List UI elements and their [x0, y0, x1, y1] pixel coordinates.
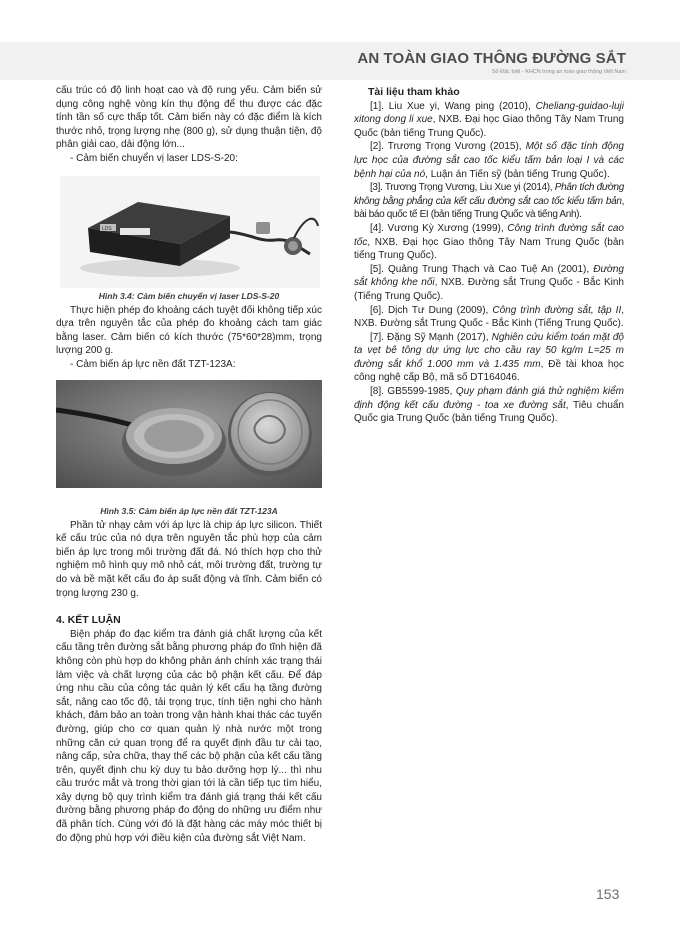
page-number: 153 — [596, 886, 620, 902]
reference-item: [2]. Trương Trọng Vương (2015), Một số đặc tính động lực học của đường sắt cao tốc kiểu tấm bản loại I và các bệnh hại của nó, Luận án Tiến sỹ (bản tiếng Trung Quốc). — [354, 141, 624, 180]
reference-item: [3]. Trương Trọng Vương, Liu Xue yi (2014), Phân tích đường không bằng phẳng của kết cấu đường sắt cao tốc kiểu tấm bản, bài báo quốc tế EI (bản tiếng Trung Quốc và tiếng Anh). — [354, 182, 624, 221]
paragraph: cấu trúc có độ linh hoạt cao và độ rung yếu. Cảm biến sử dụng công nghệ vòng kín thụ động để thu được các đặc tính tần số cực thấp tốt. Cảm biến này có đặc điểm là kích thước nhỏ, trọng lượng nhẹ (800 g), sử dụng thuận tiện, độ phân giải cao, dải động lớn... — [56, 85, 322, 151]
reference-item: [8]. GB5599-1985, Quy phạm đánh giá thử nghiệm kiểm định động kết cấu đường - toa xe đường sắt, Tiêu chuẩn Quốc gia Trung Quốc (bản tiếng Trung Quốc). — [354, 386, 624, 425]
running-header-title: AN TOÀN GIAO THÔNG ĐƯỜNG SẮT — [357, 50, 626, 67]
paragraph: Biện pháp đo đạc kiểm tra đánh giá chất lượng của kết cấu tầng trên đường sắt bằng phương pháp đo tĩnh hiện đã không còn phù hợp do không phản ánh chính xác trạng thái làm việc và chất lượng của các bộ phận kết cấu. Để đáp ứng nhu cầu của công tác quản lý kết cấu hạ tầng đường sắt, nâng cao tốc độ, tải trọng trục, tính tiện nghi cho hành khách, đảm bảo an toàn trong vận hành khai thác các tuyến đường, giúp cho cơ quan quản lý nhà nước một trong những căn cứ quan trọng để ra quyết định đầu tư cải tạo, nâng cấp, sửa chữa, thay thế các bộ phận của kết cấu tầng trên, quyết định chu kỳ duy tu bảo dưỡng hợp lý... thì nhu cầu trước mắt và trong thời gian tới là cần tiếp tục tìm hiểu, xây dựng bộ quy trình kiểm tra đánh giá trạng thái kết cấu đường bằng phương pháp đo động do những ưu điểm như đã phân tích. Cùng với đó là đặt hàng các máy móc thiết bị đo động phù hợp với điều kiện của đường sắt Việt Nam. — [56, 628, 322, 844]
section-heading: 4. KẾT LUẬN — [56, 614, 121, 627]
laser-sensor-photo — [60, 176, 320, 288]
reference-item: [5]. Quảng Trung Thạch và Cao Tuệ An (2001), Đường sắt không khe nối, NXB. Đường sắt Trung Quốc - Bắc Kinh (Tiếng Trung Quốc). — [354, 263, 624, 302]
references-heading: Tài liệu tham khảo — [368, 86, 460, 98]
paragraph: Phần tử nhạy cảm với áp lực là chip áp lực silicon. Thiết kế cấu trúc của nó dựa trên nguyên tắc phù hợp của cảm biến áp lực trong môi trường đất đá. Nó thích hợp cho thử nghiệm mô hình quy mô nhỏ cát, môi trường đất, trường tự do và bề mặt kết cấu đo áp suất động và tĩnh. Cảm biến có trọng lượng 230 g. — [56, 519, 322, 599]
running-header-subtitle: Số Đặc biệt - KHCN trong an toàn giao thông Việt Nam — [491, 69, 626, 75]
paragraph: Thực hiện phép đo khoảng cách tuyệt đối không tiếp xúc dựa trên nguyên tắc của phép đo khoảng cách tam giác bằng laser. Cảm biến có kích thước (75*60*28)mm, trọng lượng 200 g. — [56, 304, 322, 357]
left-column-3 — [56, 505, 322, 845]
pressure-sensor-photo — [56, 380, 322, 488]
references — [354, 86, 624, 426]
figure-caption: Hình 3.4: Cảm biến chuyển vị laser LDS-S-20 — [98, 291, 280, 301]
reference-item: [4]. Vương Kỳ Xương (1999), Công trình đường sắt cao tốc, NXB. Đại học Giao thông Tây Nam Trung Quốc (bản tiếng Trung Quốc). — [354, 222, 624, 262]
reference-item: [7]. Đặng Sỹ Mạnh (2017), Nghiên cứu kiểm toán mặt độ ta vẹt bê tông dự ứng lực cho cầu ray 50 kg/m L=25 m đường sắt khổ 1.000 mm và 1.435 mm, Đề tài khoa học công nghệ cấp Bộ, mã số DT164046. — [354, 331, 624, 384]
figure-pressure-sensor — [56, 380, 322, 488]
reference-item: [6]. Dịch Tư Dung (2009), Công trình đường sắt, tập II, NXB. Đường sắt Trung Quốc - Bắc Kinh (Tiếng Trung Quốc). — [354, 304, 624, 330]
sensor-label: LDS — [102, 226, 112, 232]
reference-item: [1]. Liu Xue yi, Wang ping (2010), Cheliang-guidao-luji xitong dong li xue, NXB. Đại học Giao thông Tây Nam Trung Quốc (bản tiếng Trung Quốc). — [354, 100, 624, 139]
left-column-2 — [56, 290, 322, 372]
figure-laser-sensor — [60, 176, 320, 288]
paragraph: - Cảm biến chuyển vị laser LDS-S-20: — [70, 152, 238, 164]
paragraph: - Cảm biến áp lực nền đất TZT-123A: — [70, 358, 236, 370]
left-column — [56, 84, 322, 166]
figure-caption: Hình 3.5: Cảm biến áp lực nền đất TZT-123A — [100, 506, 278, 516]
